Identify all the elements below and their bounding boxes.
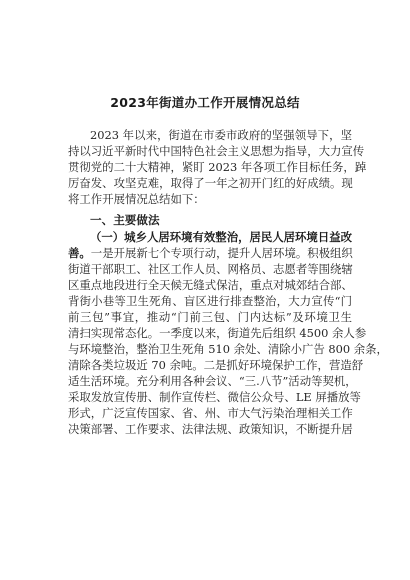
section-heading-main-practices: 一、主要做法: [90, 213, 160, 227]
body-line-3: 区重点地段进行全天候无缝式保洁，重点对城郊结合部、: [68, 278, 353, 292]
body-line-7: 与环境整治，整治卫生死角 510 余处、清除小广告 800 余条，: [68, 342, 388, 356]
body-line-6: 清扫实现常态化。一季度以来，街道先后组织 4500 余人参: [68, 326, 367, 340]
subsection-heading-1-end: 善。: [68, 246, 91, 260]
intro-line-1: 2023 年以来，街道在市委市政府的坚强领导下，坚: [90, 128, 352, 142]
body-line-5: 前三包”事宜，推动“门前三包、门内达标”及环境卫生: [68, 310, 352, 324]
intro-line-4: 厉奋发、攻坚克难，取得了一年之初开门红的好成绩。现: [68, 176, 353, 190]
body-line-1: [68, 246, 352, 260]
body-line-10: 采取发放宣传册、制作宣传栏、微信公众号、LE 屏播放等: [68, 390, 361, 404]
intro-line-5: 将工作开展情况总结如下：: [68, 192, 205, 206]
body-line-12: 决策部署、工作要求、法律法规、政策知识，不断提升居: [68, 422, 353, 436]
subsection-heading-1-text: （一）城乡人居环境有效整治，居民人居环境日益改: [90, 230, 352, 244]
intro-line-3: 贯彻党的二十大精神，紧盯 2023 年各项工作目标任务，踔: [68, 160, 367, 174]
body-line-1-text: 一是开展新七个专项行动，提升人居环境。积极组织: [90, 246, 353, 260]
intro-line-2: 持以习近平新时代中国特色社会主义思想为指导，大力宣传: [68, 144, 365, 158]
document-title: 2023年街道办工作开展情况总结: [110, 95, 300, 110]
subsection-heading-1: [90, 230, 352, 244]
body-line-8: 清除各类垃圾近 70 余吨。二是抓好环境保护工作，营造舒: [68, 358, 364, 372]
body-line-4: 背街小巷等卫生死角、盲区进行排查整治，大力宣传“门: [68, 294, 352, 308]
body-line-11: 形式，广泛宣传国家、省、州、市大气污染治理相关工作: [68, 406, 353, 420]
body-line-2: 街道干部职工、社区工作人员、网格员、志愿者等围绕辖: [68, 262, 353, 276]
body-line-9: 适生活环境。充分利用各种会议、“三.八节”活动等契机，: [68, 374, 357, 388]
